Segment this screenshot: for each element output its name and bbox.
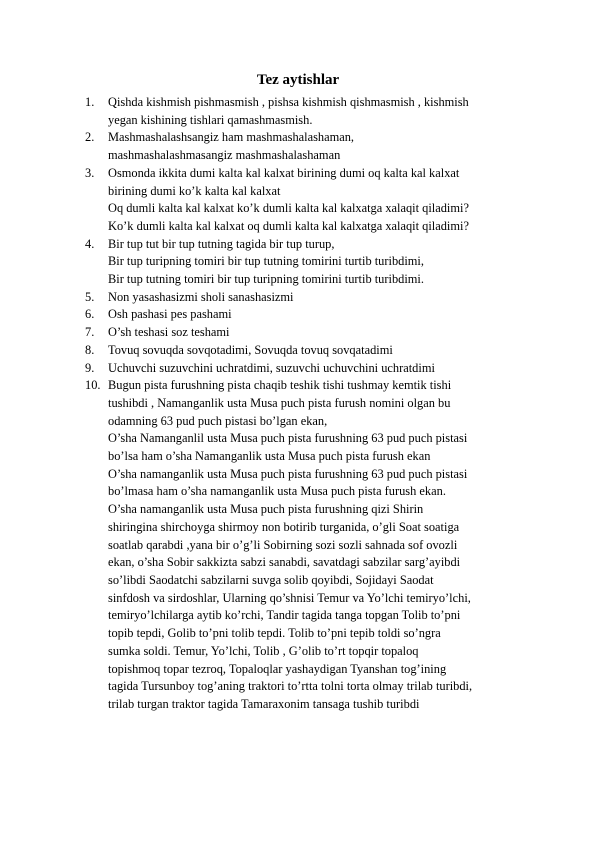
list-item-line: soatlab qarabdi ,yana bir o’g’li Sobirning sozi sozli sahnada sof ovozli (108, 537, 458, 552)
list-item-line: O’sha namanganlik usta Musa puch pista furushning 63 pud puch pistasi (108, 466, 468, 481)
list-item (85, 324, 525, 342)
list-item-number: 1. (85, 95, 95, 109)
list-item-number: 6. (85, 307, 95, 322)
list-item-line: sinfdosh va sirdoshlar, Ularning qo’shnisi Temur va Yo’lchi temiryo’lchi, (108, 590, 471, 605)
list-item-number: 7. (85, 325, 95, 340)
list-item-number: 10. (85, 378, 101, 393)
list-item-number: 8. (85, 342, 95, 357)
list-item (85, 306, 525, 324)
list-item (85, 165, 525, 236)
list-item-line: Bir tup turipning tomiri bir tup tutning tomirini turtib turibdimi, (108, 254, 424, 269)
list-item-line: O’sha namanganlik usta Musa puch pista furushning qizi Shirin (108, 502, 424, 517)
list-item-line: Osh pashasi pes pashami (108, 307, 232, 322)
list-item-line: Oq dumli kalta kal kalxat ko’k dumli kalta kal kalxatga xalaqit qiladimi? (108, 201, 469, 216)
list-item-number: 4. (85, 236, 95, 251)
tongue-twister-list (85, 94, 525, 714)
list-item-line: Mashmashalashsangiz ham mashmashalashaman, (108, 130, 355, 145)
list-item-line: Osmonda ikkita dumi kalta kal kalxat birining dumi oq kalta kal kalxat (108, 165, 460, 180)
list-item-line: tushibdi , Namanganlik usta Musa puch pista furush nomini olgan bu (108, 395, 451, 410)
list-item-line: Tovuq sovuqda sovqotadimi, Sovuqda tovuq sovqatadimi (108, 342, 393, 357)
list-item-line: odamning 63 pud puch pistasi bo’lgan ekan, (108, 413, 328, 428)
list-item (85, 360, 525, 378)
list-item-line: temiryo’lchilarga aytib ko’rchi, Tandir tagida tanga topgan Tolib to’pni (108, 608, 461, 623)
list-item-line: O’sha Namanganlil usta Musa puch pista furushning 63 pud puch pistasi (108, 431, 468, 446)
list-item-line: yegan kishining tishlari qamashmasmish. (108, 112, 313, 127)
list-item-line: Non yasashasizmi sholi sanashasizmi (108, 289, 294, 304)
list-item-line: Bir tup tut bir tup tutning tagida bir tup turup, (108, 236, 335, 251)
list-item (85, 129, 525, 164)
list-item-line: sumka soldi. Temur, Yo’lchi, Tolib , G’olib to’rt topqir topaloq (108, 643, 419, 658)
list-item-line: topishmoq topar tezroq, Topaloqlar yashaydigan Tyanshan tog’ining (108, 661, 447, 676)
list-item (85, 289, 525, 307)
list-item-number: 2. (85, 130, 95, 145)
list-item-line: Bugun pista furushning pista chaqib teshik tishi tushmay kemtik tishi (108, 378, 452, 393)
list-item-line: Bir tup tutning tomiri bir tup turipning tomirini turtib turibdimi. (108, 272, 424, 287)
list-item-line: Ko’k dumli kalta kal kalxat oq dumli kalta kal kalxatga xalaqit qiladimi? (108, 218, 469, 233)
list-item-line: Uchuvchi suzuvchini uchratdimi, suzuvchi uchuvchini uchratdimi (108, 360, 435, 375)
list-item-line: trilab turgan traktor tagida Tamaraxonim tansaga tushib turibdi (108, 696, 420, 711)
list-item-number: 3. (85, 165, 95, 180)
list-item-number: 9. (85, 360, 95, 375)
list-item-line: mashmashalashmasangiz mashmashalashaman (108, 148, 341, 163)
list-item (85, 94, 525, 129)
document-title: Tez aytishlar (256, 72, 340, 88)
list-item-line: O’sh teshasi soz teshami (108, 325, 230, 340)
list-item (85, 236, 525, 289)
list-item-line: bo’lsa ham o’sha Namanganlik usta Musa puch pista furush ekan (108, 449, 431, 464)
list-item-line: shiringina shirchoyga shirmoy non botirib turganida, o’gli Soat soatiga (108, 519, 460, 534)
list-item-number: 5. (85, 289, 95, 304)
list-item-line: bo’lmasa ham o’sha namanganlik usta Musa puch pista furush ekan. (108, 484, 446, 499)
list-item-line: birining dumi ko’k kalta kal kalxat (108, 183, 281, 198)
list-item-line: Qishda kishmish pishmasmish , pishsa kishmish qishmasmish , kishmish (108, 95, 469, 109)
list-item-line: tagida Tursunboy tog’aning traktori to’rtta tolni torta olmay trilab turibdi, (108, 679, 473, 694)
list-item (85, 377, 525, 713)
list-item (85, 342, 525, 360)
list-item-line: so’libdi Saodatchi sabzilarni suvga solib qoyibdi, Sojidayi Saodat (108, 572, 434, 587)
list-item-line: topib tepdi, Golib to’pni tolib tepdi. Tolib to’pni tepib toldi so’ngra (108, 626, 441, 641)
list-item-line: ekan, o’sha Sobir sakkizta sabzi sanabdi, savatdagi sabzilar sarg’ayibdi (108, 555, 461, 570)
